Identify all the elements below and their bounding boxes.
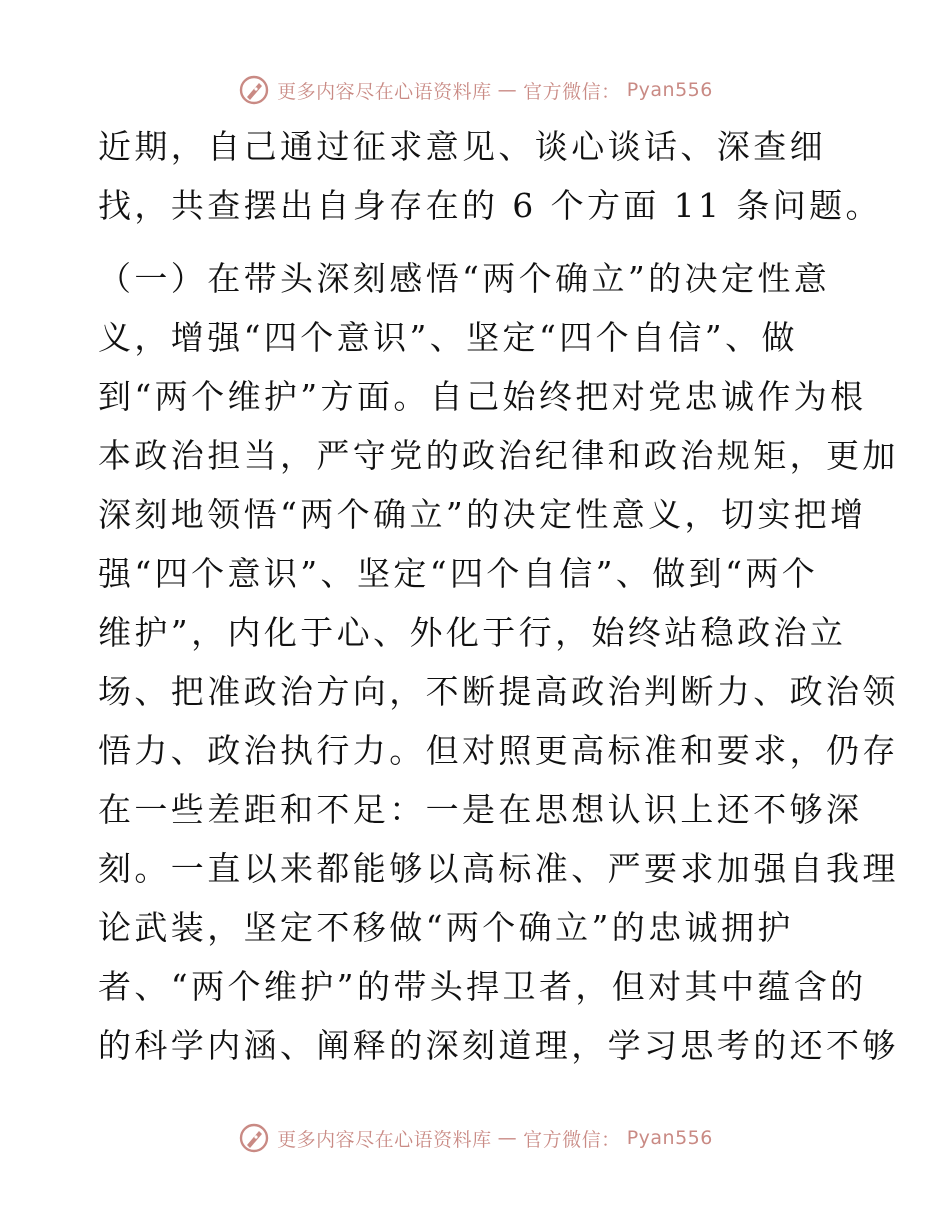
watermark-label: 官方微信： [523,1128,621,1151]
body-line: 近期，自己通过征求意见、谈心谈话、深查细 [98,127,826,166]
body-line: 刻。一直以来都能够以高标准、严要求加强自我理 [98,849,899,888]
body-line: 的科学内涵、阐释的深刻道理，学习思考的还不够 [98,1026,899,1065]
watermark-id: Pyan556 [626,79,713,101]
watermark-separator: — [497,1127,518,1149]
body-line: 者、“两个维护”的带头捍卫者，但对其中蕴含的 [98,967,867,1006]
watermark-label: 官方微信： [523,80,621,103]
body-line: 强“四个意识”、坚定“四个自信”、做到“两个 [98,554,819,593]
body-line: 找，共查摆出自身存在的 6 个方面 11 条问题。 [98,186,882,225]
body-line: 悟力、政治执行力。但对照更高标准和要求，仍存 [98,731,899,770]
watermark-footer [0,1118,950,1158]
body-line: 维护”，内化于心、外化于行，始终站稳政治立 [98,613,847,652]
body-line: 场、把准政治方向，不断提高政治判断力、政治领 [98,672,899,711]
watermark-text: 更多内容尽在心语资料库 [277,80,492,103]
body-line: 论武装，坚定不移做“两个确立”的忠诚拥护 [98,908,794,947]
body-line: 深刻地领悟“两个确立”的决定性意义，切实把增 [98,495,867,534]
body-line: 到“两个维护”方面。自己始终把对党忠诚作为根 [98,377,867,416]
body-line: 在一些差距和不足：一是在思想认识上还不够深 [98,790,863,829]
body-line: （一）在带头深刻感悟“两个确立”的决定性意 [98,259,831,298]
watermark-id: Pyan556 [626,1127,713,1149]
watermark-separator: — [497,79,518,101]
body-line: 本政治担当，严守党的政治纪律和政治规矩，更加 [98,436,899,475]
body-line: 义，增强“四个意识”、坚定“四个自信”、做 [98,318,798,357]
pen-nib-circle-icon [237,1121,271,1155]
watermark-text: 更多内容尽在心语资料库 [277,1128,492,1151]
